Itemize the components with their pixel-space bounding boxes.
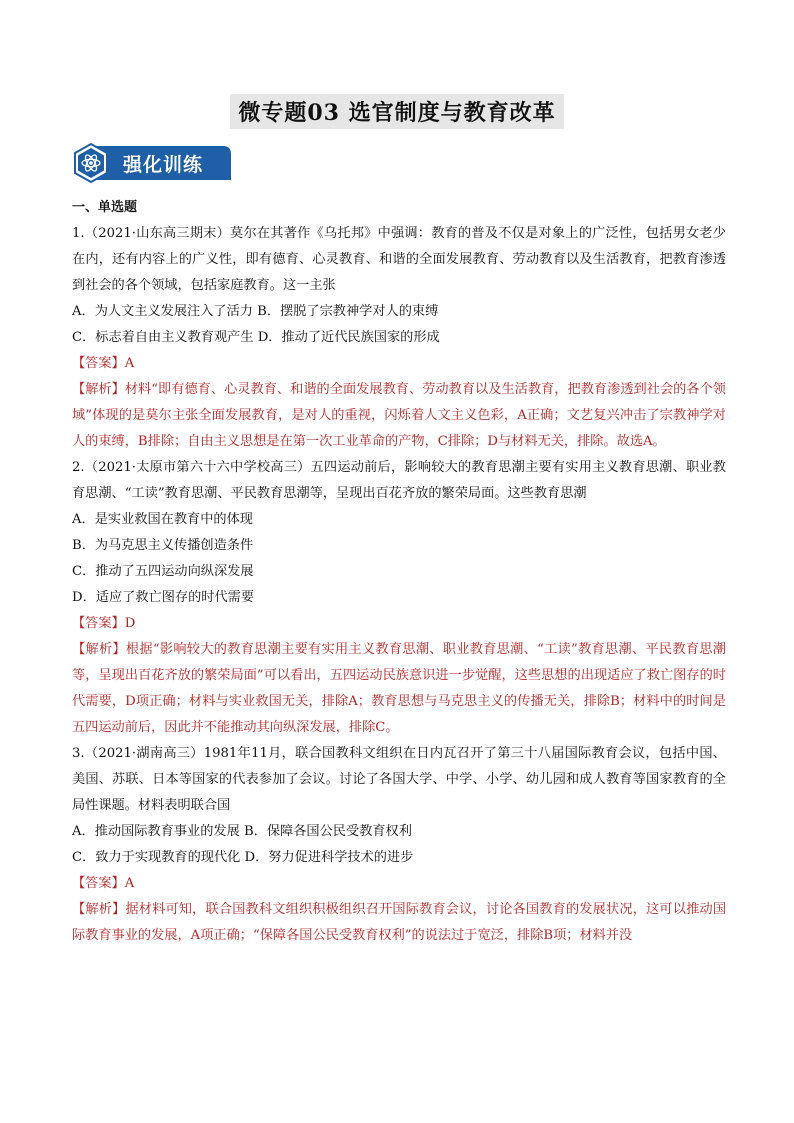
question-3-answer (72, 871, 726, 897)
question-3-analysis (72, 897, 726, 949)
question-1-answer (72, 351, 726, 377)
banner-label: 强化训练 (123, 154, 204, 176)
analysis-tag: 【解析】 (72, 902, 126, 917)
section-heading: 一、单选题 (72, 200, 138, 215)
page-title: 微专题03 选官制度与教育改革 (230, 94, 563, 129)
question-2-option-d: D．适应了救亡图存的时代需要 (72, 590, 255, 605)
question-1-option-row: C．标志着自由主义教育观产生 D．推动了近代民族国家的形成 (72, 330, 440, 345)
title-wrap (0, 94, 794, 129)
question-2-answer (72, 611, 726, 637)
question-2-stem: 2.（2021·太原市第六十六中学校高三）五四运动前后，影响较大的教育思潮主要有实用主义教育思潮、职业教育思潮、“工读”教育思潮、平民教育思潮等，呈现出百花齐放的繁荣局面。这些教育思潮 (72, 460, 726, 501)
analysis-text: 根据“影响较大的教育思潮主要有实用主义教育思潮、职业教育思潮、“工读”教育思潮、平民教育思潮等，呈现出百花齐放的繁荣局面”可以看出，五四运动民族意识进一步觉醒，这些思想的出现适应了救亡图存的时代需要，D项正确；材料与实业救国无关，排除A；教育思想与马克思主义的传播无关，排除B；材料中的时间是五四运动前后，因此并不能推动其向纵深发展，排除C。 (72, 642, 726, 735)
section-banner (73, 143, 233, 183)
question-2-option-c: C．推动了五四运动向纵深发展 (72, 564, 254, 579)
question-3-option-row: A．推动国际教育事业的发展 B．保障各国公民受教育权利 (72, 824, 412, 839)
question-1-analysis (72, 377, 726, 455)
answer-value: D (124, 616, 136, 631)
analysis-tag: 【解析】 (72, 382, 125, 397)
atom-badge-icon (75, 144, 107, 182)
question-2-analysis (72, 637, 726, 741)
analysis-tag: 【解析】 (72, 642, 126, 657)
question-2-option-b: B．为马克思主义传播创造条件 (72, 538, 254, 553)
answer-value: A (124, 876, 135, 891)
answer-tag: 【答案】 (72, 356, 125, 371)
answer-value: A (124, 356, 135, 371)
question-3-stem: 3.（2021·湖南高三）1981年11月，联合国教科文组织在日内瓦召开了第三十八届国际教育会议，包括中国、美国、苏联、日本等国家的代表参加了会议。讨论了各国大学、中学、小学、幼儿园和成人教育等国家教育的全局性课题。材料表明联合国 (72, 746, 726, 813)
question-1-option-row: A．为人文主义发展注入了活力 B．摆脱了宗教神学对人的束缚 (72, 304, 439, 319)
answer-tag: 【答案】 (72, 616, 125, 631)
content (72, 195, 726, 949)
answer-tag: 【答案】 (72, 876, 125, 891)
analysis-text: 据材料可知，联合国教科文组织积极组织召开国际教育会议，讨论各国教育的发展状况，这可以推动国际教育事业的发展，A项正确；“保障各国公民受教育权利”的说法过于宽泛，排除B项；材料并没 (72, 902, 727, 943)
question-3-option-row: C．致力于实现教育的现代化 D．努力促进科学技术的进步 (72, 850, 414, 865)
question-1-stem: 1.（2021·山东高三期末）莫尔在其著作《乌托邦》中强调：教育的普及不仅是对象上的广泛性，包括男女老少在内，还有内容上的广义性，即有德育、心灵教育、和谐的全面发展教育、劳动教育以及生活教育，把教育渗透到社会的各个领域，包括家庭教育。这一主张 (72, 226, 726, 293)
question-2-option-a: A．是实业救国在教育中的体现 (72, 512, 253, 527)
analysis-text: 材料“即有德育、心灵教育、和谐的全面发展教育、劳动教育以及生活教育，把教育渗透到社会的各个领域”体现的是莫尔主张全面发展教育，是对人的重视，闪烁着人文主义色彩，A正确；文艺复兴冲击了宗教神学对人的束缚，B排除；自由主义思想是在第一次工业革命的产物，C排除；D与材料无关，排除。故选A。 (72, 382, 726, 449)
